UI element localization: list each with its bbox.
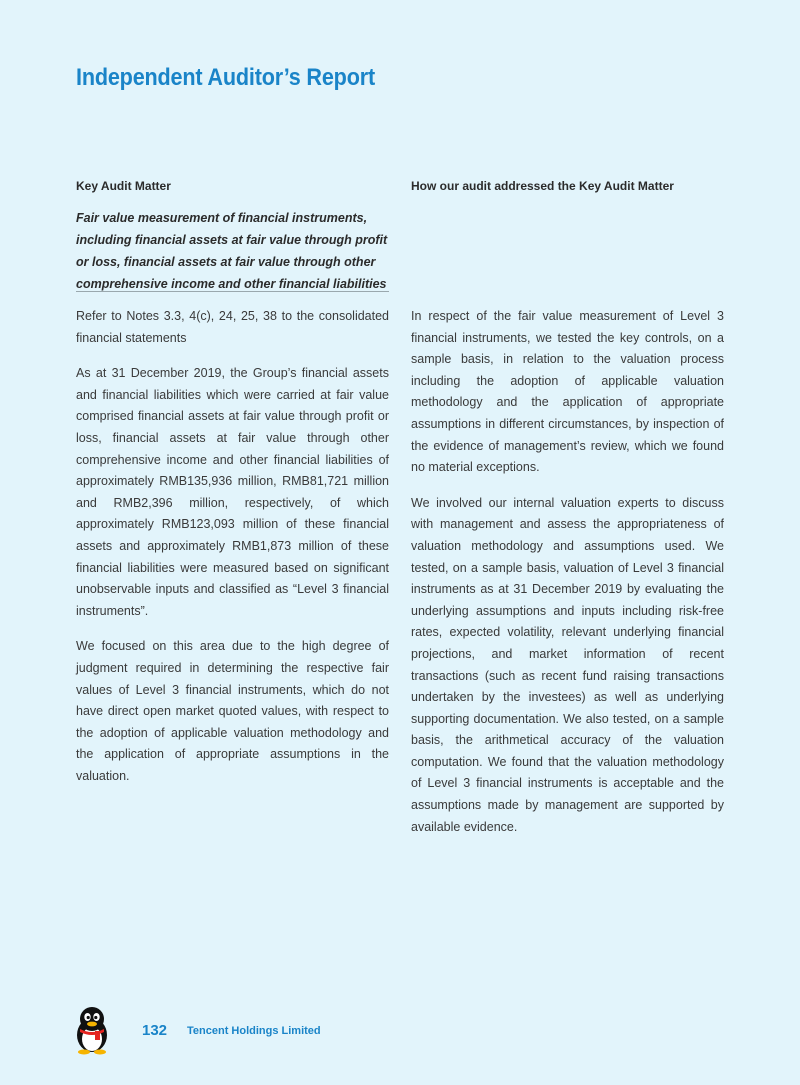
key-audit-matter-heading: Key Audit Matter [76, 179, 171, 193]
response-paragraph: We involved our internal valuation experts to discuss with management and assess the appropriateness of valuation methodology and assumptions used. We tested, on a sample basis, valuation of Level 3 financial instruments as at 31 December 2019 by evaluating the underlying assumptions and inputs including risk-free rates, expected volatility, relevant underlying financial projections, and market information of recent transactions (such as recent fund raising transactions undertaken by the investees) as well as underlying supporting documentation. We also tested, on a sample basis, the arithmetical accuracy of the valuation computation. We found that the valuation methodology of Level 3 financial instruments is acceptable and the assumptions made by management are supported by available evidence. [411, 495, 724, 834]
page-title: Independent Auditor’s Report [76, 64, 375, 91]
matter-title-line: including financial assets at fair value through profit [76, 233, 388, 247]
page-number: 132 [142, 1022, 168, 1039]
audit-response-column [411, 306, 724, 852]
response-paragraph: In respect of the fair value measurement of Level 3 financial instruments, we tested the key controls, on a sample basis, in relation to the valuation process including the adoption of applicable valuation methodology and the application of appropriate assumptions in different circumstances, by inspection of the evidence of management’s review, which we found no material exceptions. [411, 309, 724, 475]
matter-title-line: Fair value measurement of financial instruments, [76, 211, 368, 225]
company-name: Tencent Holdings Limited [187, 1025, 321, 1037]
matter-title-line: or loss, financial assets at fair value through other [76, 255, 376, 269]
matter-title [76, 207, 389, 295]
matter-paragraph: We focused on this area due to the high degree of judgment required in determining the respective fair values of Level 3 financial instruments, which do not have direct open market quoted values, with respect to the adoption of applicable valuation methodology and the application of appropriate assumptions in the valuation. [76, 639, 389, 783]
key-audit-matter-column [76, 306, 389, 801]
qq-penguin-icon [72, 1005, 112, 1055]
matter-paragraph: Refer to Notes 3.3, 4(c), 24, 25, 38 to the consolidated financial statements [76, 309, 389, 345]
matter-title-divider [76, 291, 389, 292]
matter-paragraph: As at 31 December 2019, the Group’s financial assets and financial liabilities which were carried at fair value comprised financial assets at fair value through profit or loss, financial assets at fair value through other comprehensive income and other financial liabilities of approximately RMB135,936 million, RMB81,721 million and RMB2,396 million, respectively, of which approximately RMB123,093 million of these financial assets and approximately RMB1,873 million of these financial liabilities were measured based on significant unobservable inputs and classified as “Level 3 financial instruments”. [76, 366, 389, 618]
audit-response-heading: How our audit addressed the Key Audit Matter [411, 179, 674, 193]
matter-title-line: comprehensive income and other financial liabilities [76, 277, 387, 291]
